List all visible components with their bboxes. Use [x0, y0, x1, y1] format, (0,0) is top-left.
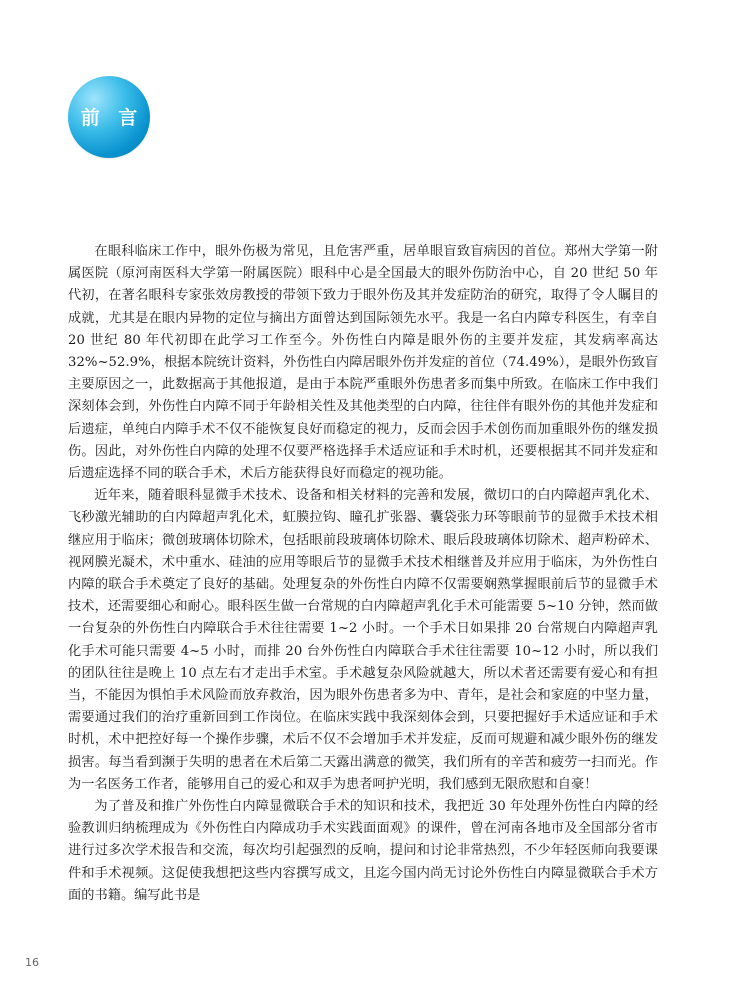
preface-title: 前 言 [80, 107, 144, 129]
paragraph: 近年来，随着眼科显微手术技术、设备和相关材料的完善和发展，微切口的白内障超声乳化术、飞秒激光辅助的白内障超声乳化术，虹膜拉钩、瞳孔扩张器、囊袋张力环等眼前节的显微手术技术相继应用于临床；微创玻璃体切除术，包括眼前段玻璃体切除术、眼后段玻璃体切除术、超声粉碎术、视网膜光凝术，术中重水、硅油的应用等眼后节的显微手术技术相继普及并应用于临床，为外伤性白内障的联合手术奠定了良好的基础。处理复杂的外伤性白内障不仅需要娴熟掌握眼前后节的显微手术技术，还需要细心和耐心。眼科医生做一台常规的白内障超声乳化手术可能需要 5~10 分钟，然而做一台复杂的外伤性白内障联合手术往往需要 1~2 小时。一个手术日如果排 20 台常规白内障超声乳化手术可能只需要 4~5 小时，而排 20 台外伤性白内障联合手术往往需要 10~12 小时，所以我们的团队往往是晚上 10 点左右才走出手术室。手术越复杂风险就越大，所以术者还需要有爱心和有担当，不能因为惧怕手术风险而放弃救治，因为眼外伤患者多为中、青年，是社会和家庭的中坚力量，需要通过我们的治疗重新回到工作岗位。在临床实践中我深刻体会到，只要把握好手术适应证和手术时机，术中把控好每一个操作步骤，术后不仅不会增加手术并发症，反而可规避和减少眼外伤的继发损害。每当看到濒于失明的患者在术后第二天露出满意的微笑，我们所有的辛苦和疲劳一扫而光。作为一名医务工作者，能够用自己的爱心和双手为患者呵护光明，我们感到无限欣慰和自豪！ [68, 488, 658, 792]
body-text [68, 241, 658, 907]
paragraph: 在眼科临床工作中，眼外伤极为常见，且危害严重，居单眼盲致盲病因的首位。郑州大学第一附属医院（原河南医科大学第一附属医院）眼科中心是全国最大的眼外伤防治中心，自 20 世纪 50 年代初，在著名眼科专家张效房教授的带领下致力于眼外伤及其并发症防治的研究，取得了令人瞩目的成就，尤其是在眼内异物的定位与摘出方面曾达到国际领先水平。我是一名白内障专科医生，有幸自 20 世纪 80 年代初即在此学习工作至今。外伤性白内障是眼外伤的主要并发症，其发病率高达32%~52.9%，根据本院统计资料，外伤性白内障居眼外伤并发症的首位（74.49%），是眼外伤致盲主要原因之一，此数据高于其他报道，是由于本院严重眼外伤患者多而集中所致。在临床工作中我们深刻体会到，外伤性白内障不同于年龄相关性及其他类型的白内障，往往伴有眼外伤的其他并发症和后遗症，单纯白内障手术不仅不能恢复良好而稳定的视力，反而会因手术创伤而加重眼外伤的继发损伤。因此，对外伤性白内障的处理不仅要严格选择手术适应证和手术时机，还要根据其不同并发症和后遗症选择不同的联合手术，术后方能获得良好而稳定的视功能。 [68, 244, 658, 482]
page-number: 16 [25, 956, 39, 969]
heading-badge [68, 76, 150, 158]
paragraph: 为了普及和推广外伤性白内障显微联合手术的知识和技术，我把近 30 年处理外伤性白内障的经验教训归纳梳理成为《外伤性白内障成功手术实践面面观》的课件，曾在河南各地市及全国部分省市进行过多次学术报告和交流，每次均引起强烈的反响，提问和讨论非常热烈，不少年轻医师向我要课件和手术视频。这促使我想把这些内容撰写成文，且迄今国内尚无讨论外伤性白内障显微联合手术方面的书籍。编写此书是 [68, 799, 658, 903]
